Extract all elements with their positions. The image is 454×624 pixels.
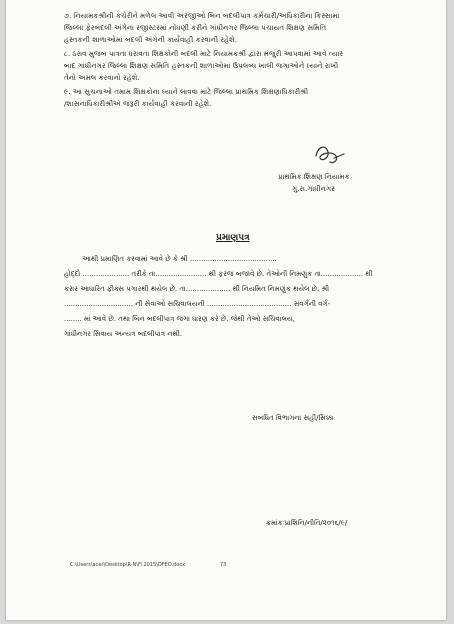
certificate-line: ગાંધીનગર સિવાય અન્યત્ર બદલીપાત્ર નથી.: [64, 330, 183, 338]
note-9: [64, 86, 394, 110]
note-7: [64, 10, 394, 46]
certificate-line: ........ માં આવે છે. તથા બિન બદલીપાત્ર જગા ધારણ કરે છે. જેથી તેઓ સચિવાલય,: [64, 315, 295, 323]
note-line: હસ્તકની શાળાઓમાં બદલી અંગેની કાર્યવાહી કરવાની રહેશે.: [64, 35, 238, 44]
signatory-title: પ્રાથમિક શિક્ષણ નિયામક: [278, 172, 350, 181]
certificate-signature-line: સબંધિત વિભાગના સહી/સિક્કા: [252, 414, 334, 422]
certificate-heading: પ્રમાણપત્ર: [216, 233, 250, 243]
note-line: /શાસનાધિકારીશ્રીએ જરૂરી કાર્યવાહી કરવાની રહેશે.: [64, 99, 212, 108]
page-number: 73: [220, 562, 227, 568]
document-page: [6, 0, 446, 620]
note-line: ૯. આ સુચનાઓ તમામ શિક્ષકોના ધ્યાને લાવવા માટે જિલ્લા પ્રાથમિક શિક્ષણાધિકારીશ્રી: [64, 87, 309, 96]
handwritten-signature: [310, 142, 350, 170]
note-line: ૭. નિયામકશ્રીની કચેરીને મળેલ આવી અરજીઓ બિન બદલીપાત્ર કર્મચારી/અધિકારીના કિસ્સામાં: [64, 11, 340, 20]
certificate-line: આથી પ્રમાણિત કરવામાં આવે છે કે શ્રી .......................................: [82, 255, 277, 263]
certificate-line: હોદ્દો ..................... તરીકે તા....................... થી ફરજ બજાવે છે. તેઓની નિમણુંક તા................... થી: [64, 270, 373, 278]
reference-number: ક્રમાંકઃપ્રાશિનિ/નીતિ/૨૦૧૬/૯/: [266, 519, 348, 527]
certificate-body: [64, 252, 394, 342]
certificate-line: કરાર આધારિત ફીક્સ પગારથી થયેલ છે. તા.................... થી નિયમિત નિમણુંક થયેલ છે. શ્રી: [64, 285, 330, 293]
note-8: [64, 48, 394, 84]
note-line: તેનો અમલ કરવાનો રહેશે.: [64, 73, 140, 82]
note-line: ૮. ઠરાવ મુજબ પાત્રતા ધરાવતા શિક્ષકોની બદલી માટે નિયામકશ્રી દ્વારા મંજુરી આપવામાં આવે ત્યાર: [64, 49, 344, 58]
note-line: જિલ્લા ફેરબદલી અંગેના રજીસ્ટરમાં નોંધણી કરીને ગાંધીનગર જિલ્લા પંચાયત શિક્ષણ સમિતિ: [64, 23, 327, 32]
certificate-line: ............................... ની સેવાઓ સચિવાલયની ...................................... સંવર્ગની વર્ગ-: [64, 300, 331, 308]
signature-block: [274, 142, 404, 194]
footer-file-path: C:\Users\acer\Desktop\R-N\Fi 2015\DFEO.docx: [70, 562, 186, 568]
note-line: બાદ ગાંધીનગર જિલ્લા શિક્ષણ સમિતિ હસ્તકની શાળાઓમાં ઉપલબ્ધ ખાલી જગાઓને ધ્યાને રાખી: [64, 61, 339, 70]
signatory-location: ગુ.રા.ગાંધીનગર: [292, 184, 335, 193]
